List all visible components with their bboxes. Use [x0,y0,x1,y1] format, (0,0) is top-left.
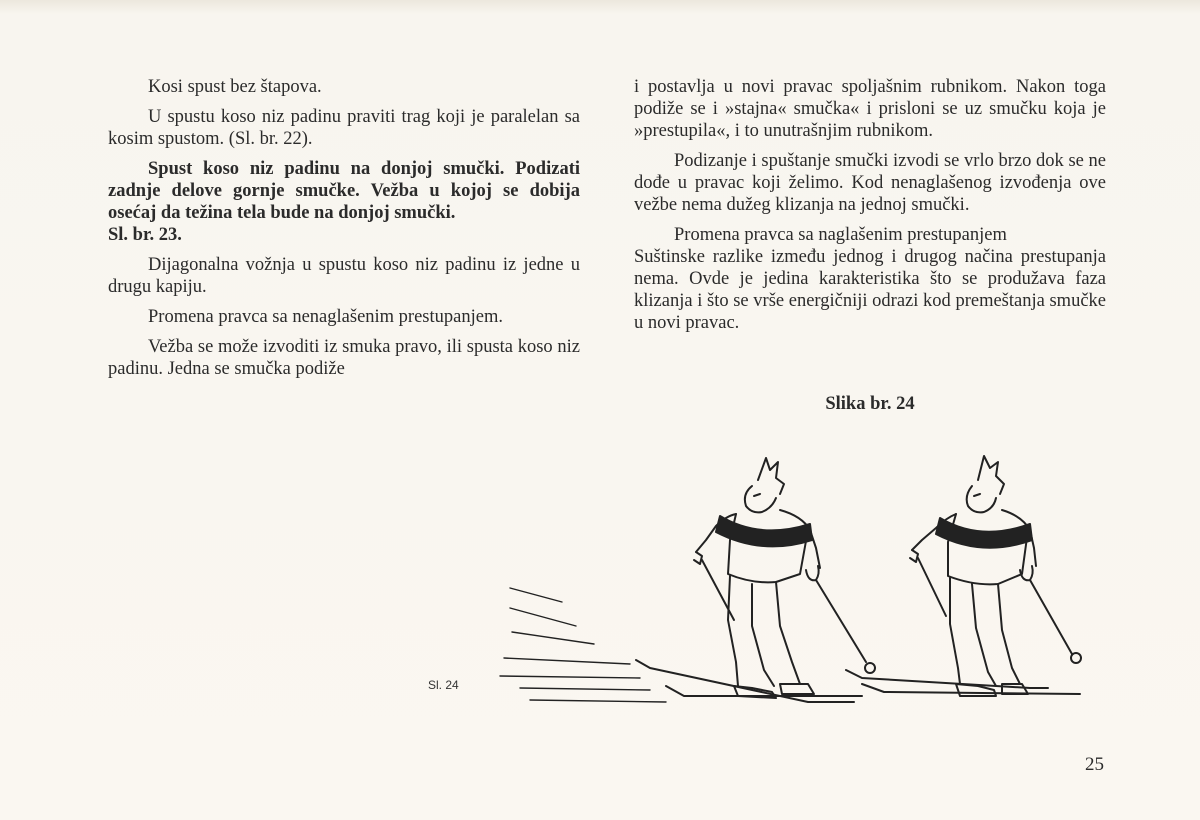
paragraph: U spustu koso niz padinu praviti trag koji je paralelan sa kosim spustom. (Sl. br. 22). [108,107,580,149]
paragraph-bold: Spust koso niz padinu na donjoj smučki. Podizati zadnje delove gornje smučke. Vežba u kojoj se dobija osećaj da težina tela bude na donjoj smučki. [108,159,580,223]
figure-reference: Sl. br. 23. [108,225,182,245]
page-number: 25 [1085,754,1104,775]
paragraph: Promena pravca sa nenaglašenim prestupanjem. [148,307,503,327]
speed-lines [500,588,666,702]
left-column [108,76,580,388]
paragraph: i postavlja u novi pravac spoljašnim rubnikom. Nakon toga podiže se i »stajna« smučka« i prisloni se uz smučku koja je »prestupila«, i to unutrašnjim rubnikom. [634,77,1106,141]
figure-label: Sl. 24 [428,678,459,692]
skier-2 [846,456,1081,696]
paragraph: Suštinske razlike između jednog i drugog načina prestupanja nema. Ovde je jedina karakteristika što se produžava faza klizanja i što se vrše energičniji odrazi kod premeštanja smučke u novi pravac. [634,247,1106,333]
skier-1 [636,458,875,702]
skier-illustration-icon [490,440,1110,740]
paragraph: Dijagonalna vožnja u spustu koso niz padinu iz jedne u drugu kapiju. [108,255,580,297]
paragraph: Vežba se može izvoditi iz smuka pravo, ili spusta koso niz padinu. Jedna se smučka podiže [108,337,580,379]
figure-caption: Slika br. 24 [825,394,915,414]
section-heading: Promena pravca sa naglašenim prestupanjem [674,225,1007,245]
paragraph: Kosi spust bez štapova. [148,77,322,97]
paragraph: Podizanje i spuštanje smučki izvodi se vrlo brzo dok se ne dođe u pravac koji želimo. Kod nenaglašenog izvođenja ove vežbe nema dužeg klizanja na jednoj smučki. [634,151,1106,215]
right-column [634,76,1106,342]
